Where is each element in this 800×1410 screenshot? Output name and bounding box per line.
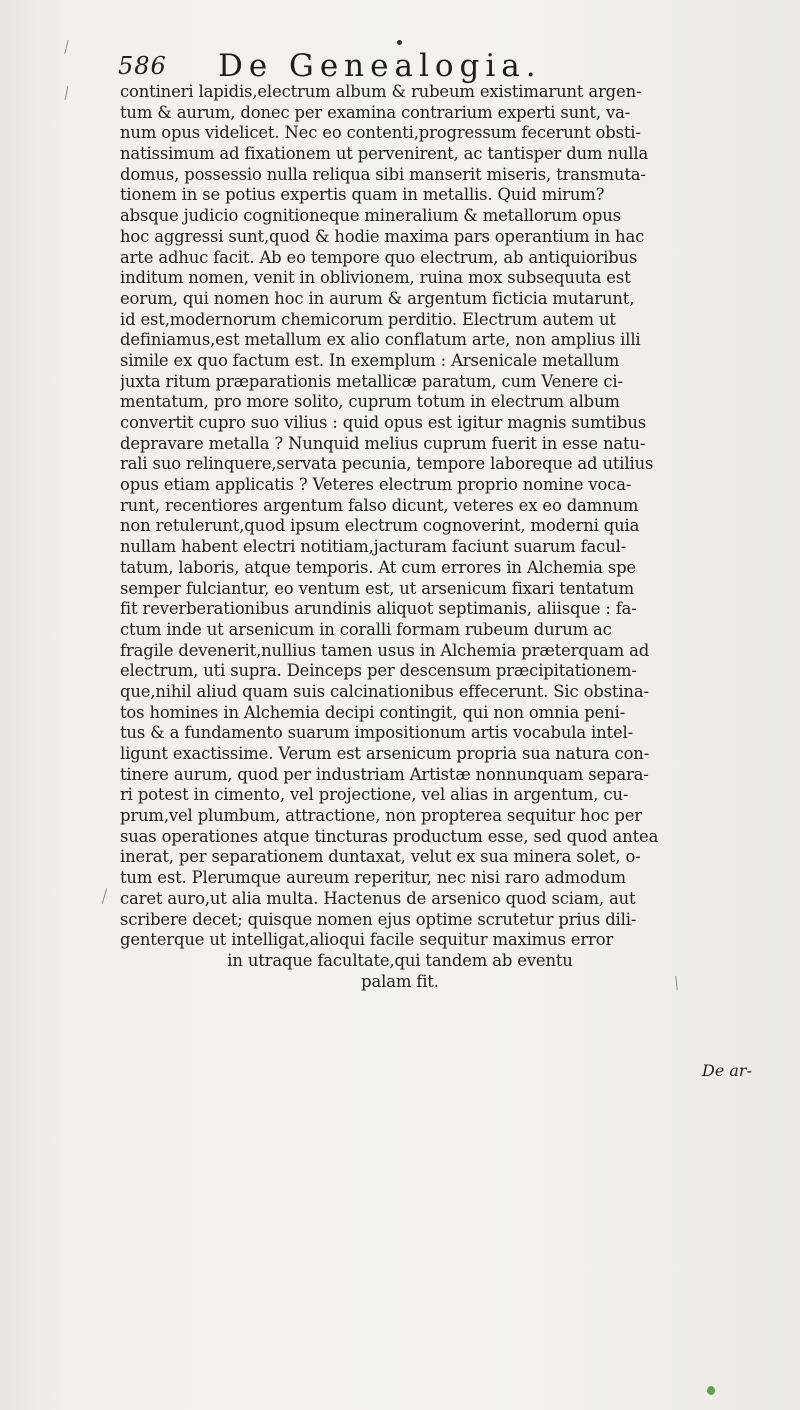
text-line: tinere aurum, quod per industriam Artistæ nonnunquam separa-: [120, 764, 649, 784]
text-line: tus & a fundamento suarum impositionum artis vocabula intel-: [120, 723, 633, 743]
text-line: semper fulciantur, eo ventum est, ut arsenicum fixari tentatum: [120, 578, 634, 598]
body-text: [120, 82, 800, 992]
text-line: nullam habent electri notitiam,jacturam faciunt suarum facul-: [120, 537, 627, 557]
text-line: ligunt exactissime. Verum est arsenicum propria sua natura con-: [120, 744, 650, 763]
text-line: genterque ut intelligat,alioqui facile sequitur maximus error: [120, 930, 614, 950]
text-line: runt, recentiores argentum falso dicunt, veteres ex eo damnum: [120, 495, 639, 515]
text-line: rali suo relinquere,servata pecunia, tempore laboreque ad utilius: [120, 454, 654, 474]
text-line: que,nihil aliud quam suis calcinationibus effecerunt. Sic obstina-: [120, 681, 649, 701]
text-line: caret auro,ut alia multa. Hactenus de arsenico quod sciam, aut: [120, 888, 636, 908]
catchword: De ar-: [702, 1061, 752, 1080]
text-line: natissimum ad fixationem ut pervenirent, ac tantisper dum nulla: [120, 144, 649, 164]
text-line: inditum nomen, venit in oblivionem, ruina mox subsequuta est: [120, 268, 631, 288]
text-line: fragile devenerit,nullius tamen usus in Alchemia præterquam ad: [120, 640, 650, 660]
text-line: definiamus,est metallum ex alio conflatum arte, non amplius illi: [120, 330, 641, 350]
text-line: contineri lapidis,electrum album & rubeum existimarunt argen-: [120, 82, 642, 101]
text-line: inerat, per separationem duntaxat, velut ex sua minera solet, o-: [120, 847, 641, 867]
text-line: tum & aurum, donec per examina contrarium experti sunt, va-: [120, 102, 631, 122]
ink-dot: [397, 40, 402, 45]
margin-mark: [64, 40, 69, 54]
text-line: suas operationes atque tincturas productum esse, sed quod antea: [120, 826, 659, 846]
text-line: palam fit.: [361, 971, 439, 991]
text-line: tos homines in Alchemia decipi contingit, qui non omnia peni-: [120, 702, 626, 722]
text-line: num opus videlicet. Nec eo contenti,progressum fecerunt obsti-: [120, 123, 641, 143]
text-line: juxta ritum præparationis metallicæ paratum, cum Venere ci-: [120, 371, 623, 391]
text-line: convertit cupro suo vilius : quid opus est igitur magnis sumtibus: [120, 413, 646, 432]
text-line: id est,modernorum chemicorum perditio. Electrum autem ut: [120, 309, 616, 329]
text-line: tum est. Plerumque aureum reperitur, nec nisi raro admodum: [120, 868, 626, 888]
stain-mark: [707, 1386, 715, 1395]
margin-mark: [102, 888, 108, 904]
text-line: electrum, uti supra. Deinceps per descensum præcipitationem-: [120, 661, 637, 681]
text-line: scribere decet; quisque nomen ejus optime scrutetur prius dili-: [120, 909, 637, 929]
text-line: tionem in se potius expertis quam in metallis. Quid mirum?: [120, 185, 605, 205]
text-line: absque judicio cognitioneque mineralium & metallorum opus: [120, 206, 621, 226]
text-line: arte adhuc facit. Ab eo tempore quo electrum, ab antiquioribus: [120, 247, 638, 267]
page-number: 586: [118, 52, 167, 80]
text-line: non retulerunt,quod ipsum electrum cognoverint, moderni quia: [120, 516, 640, 536]
text-line: in utraque facultate,qui tandem ab eventu: [227, 950, 573, 970]
running-title: De Genealogia.: [218, 48, 542, 84]
text-line: simile ex quo factum est. In exemplum : Arsenicale metallum: [120, 350, 620, 370]
text-line: ri potest in cimento, vel projectione, vel alias in argentum, cu-: [120, 785, 629, 805]
text-line: ctum inde ut arsenicum in coralli formam rubeum durum ac: [120, 619, 612, 639]
margin-mark: [65, 86, 69, 100]
text-line: hoc aggressi sunt,quod & hodie maxima pars operantium in hac: [120, 226, 645, 246]
text-line: fit reverberationibus arundinis aliquot septimanis, aliisque : fa-: [120, 599, 637, 619]
text-line: domus, possessio nulla reliqua sibi manserit miseris, transmuta-: [120, 164, 646, 184]
text-line: tatum, laboris, atque temporis. At cum errores in Alchemia spe: [120, 557, 636, 577]
text-line: mentatum, pro more solito, cuprum totum in electrum album: [120, 392, 620, 412]
text-line: eorum, qui nomen hoc in aurum & argentum ficticia mutarunt,: [120, 288, 635, 308]
text-line: depravare metalla ? Nunquid melius cuprum fuerit in esse natu-: [120, 433, 646, 453]
text-line: prum,vel plumbum, attractione, non propterea sequitur hoc per: [120, 806, 642, 826]
text-line: opus etiam applicatis ? Veteres electrum proprio nomine voca-: [120, 475, 632, 495]
